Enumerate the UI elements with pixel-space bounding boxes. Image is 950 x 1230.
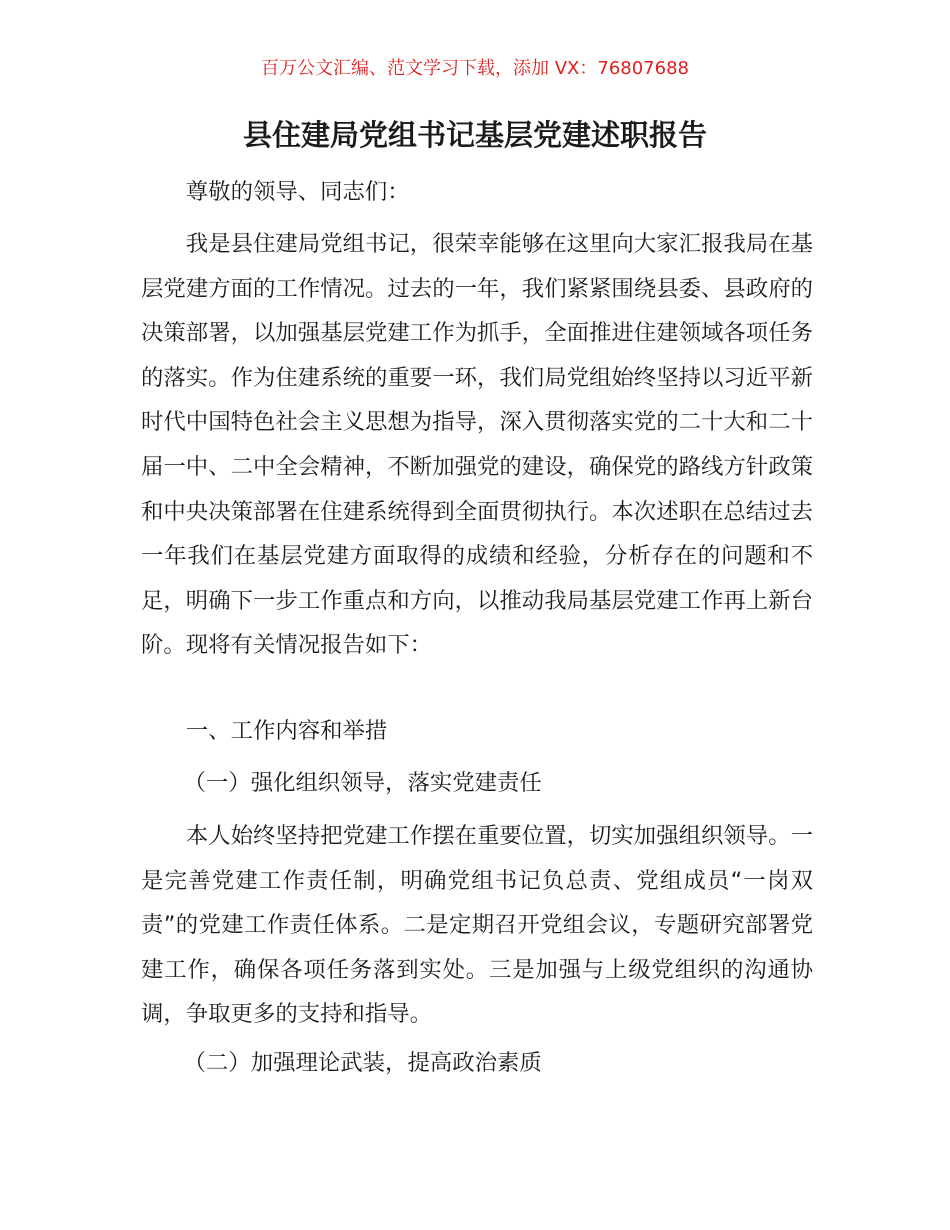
subsection-heading: （二）加强理论武装，提高政治素质 xyxy=(183,1050,542,1076)
section1-2-heading-block xyxy=(141,1041,813,1086)
subsection-paragraph: 本人始终坚持把党建工作摆在重要位置，切实加强组织领导。一是完善党建工作责任制，明确党组书记负总责、党组成员“一岗双责”的党建工作责任体系。二是定期召开党组会议，专题研究部署党建工作，确保各项任务落到实处。三是加强与上级党组织的沟通协调，争取更多的支持和指导。 xyxy=(141,823,813,1028)
section1-heading-block xyxy=(141,709,813,754)
section-heading: 一、工作内容和举措 xyxy=(185,718,388,744)
salutation: 尊敬的领导、同志们： xyxy=(185,179,410,205)
header-banner: 百万公文汇编、范文学习下载，添加 VX：76807688 xyxy=(261,58,689,79)
salutation-block xyxy=(141,170,813,215)
section1-1-body-block xyxy=(141,814,813,1037)
subsection-heading: （一）强化组织领导，落实党建责任 xyxy=(183,770,542,796)
intro-block xyxy=(141,222,813,668)
intro-paragraph: 我是县住建局党组书记，很荣幸能够在这里向大家汇报我局在基层党建方面的工作情况。过去的一年，我们紧紧围绕县委、县政府的决策部署，以加强基层党建工作为抓手，全面推进住建领域各项任务的落实。作为住建系统的重要一环，我们局党组始终坚持以习近平新时代中国特色社会主义思想为指导，深入贯彻落实党的二十大和二十届一中、二中全会精神，不断加强党的建设，确保党的路线方针政策和中央决策部署在住建系统得到全面贯彻执行。本次述职在总结过去一年我们在基层党建方面取得的成绩和经验，分析存在的问题和不足，明确下一步工作重点和方向，以推动我局基层党建工作再上新台阶。现将有关情况报告如下： xyxy=(141,231,813,659)
section1-1-heading-block xyxy=(141,761,813,806)
document-title: 县住建局党组书记基层党建述职报告 xyxy=(242,118,707,152)
